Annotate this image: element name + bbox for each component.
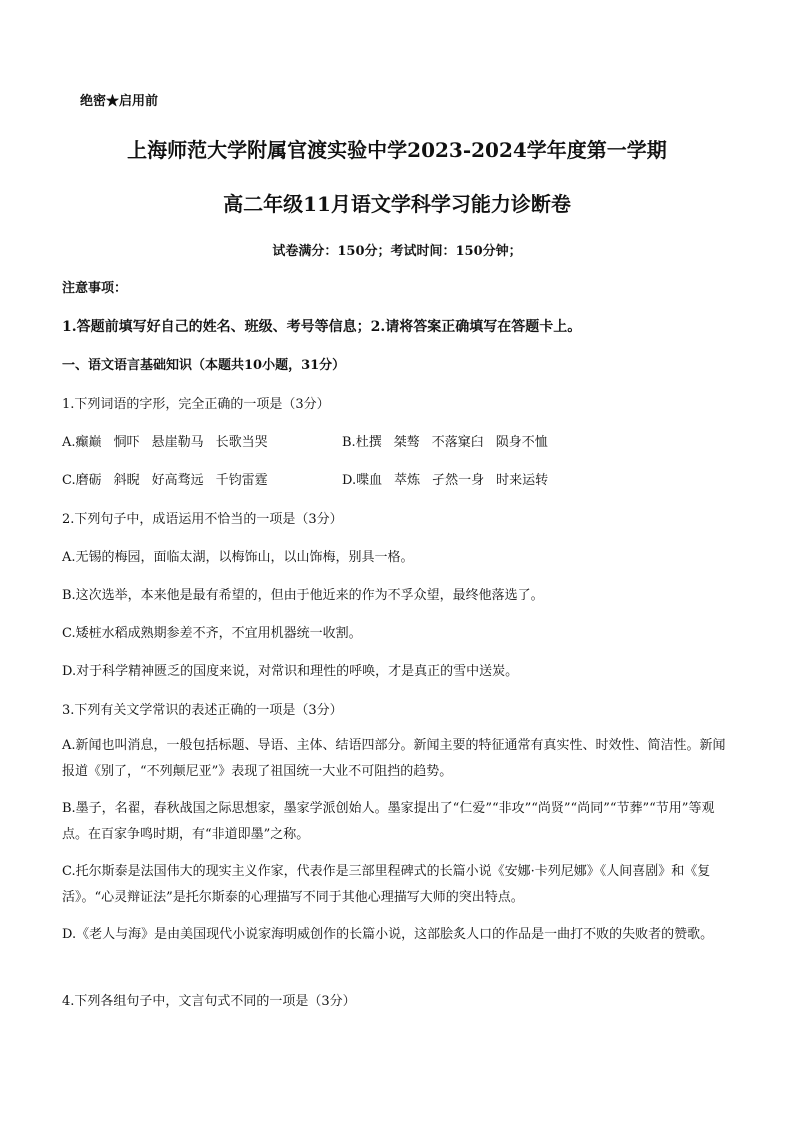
word: 喋血 [356,473,383,488]
exam-info: 试卷满分：150分；考试时间：150分钟； [272,244,522,259]
word: 千钧雷霆 [215,473,268,488]
option-label: D. [342,473,357,488]
q3-option-b: B.墨子，名翟，春秋战国之际思想家，墨家学派创始人。墨家提出了“仁爱”“非攻”“尚贤”“尚同”“节葬”“节用”等观点。在百家争鸣时期，有“非道即墨”之称。 [62,801,715,842]
word: 陨身不恤 [495,435,548,450]
word: 斜睨 [113,473,140,488]
q3-option-d: D.《老人与海》是由美国现代小说家海明威创作的长篇小说，这部脍炙人口的作品是一曲打不败的失败者的赞歌。 [62,927,714,942]
secret-mark: 绝密★启用前 [80,94,159,109]
q2-option-a: A.无锡的梅园，面临太湖，以梅饰山，以山饰梅，别具一格。 [62,550,414,565]
q1-stem: 1.下列词语的字形，完全正确的一项是（3分） [62,397,330,412]
word: 长歌当哭 [215,435,268,450]
document-title-line2: 高二年级11月语文学科学习能力诊断卷 [223,192,571,216]
q1-option-a [62,431,280,450]
option-label: C. [62,473,76,488]
q1-option-b [342,431,560,450]
word: 磨砺 [75,473,102,488]
word: 恫吓 [113,435,140,450]
word: 萃炼 [394,473,421,488]
q1-option-d [342,469,560,488]
q2-option-b: B.这次选举，本来他是最有希望的，但由于他近来的作为不孚众望，最终他落选了。 [62,588,544,603]
section1-heading: 一、语文语言基础知识（本题共10小题，31分） [62,358,346,373]
word: 时来运转 [496,473,549,488]
word: 桀骜 [393,435,420,450]
notes-heading: 注意事项： [62,281,128,296]
q3-option-a: A.新闻也叫消息，一般包括标题、导语、主体、结语四部分。新闻主要的特征通常有真实性、时效性、简洁性。新闻报道《别了，“不列颠尼亚”》表现了祖国统一大业不可阻挡的趋势。 [62,738,726,779]
q2-option-c: C.矮桩水稻成熟期参差不齐，不宜用机器统一收割。 [62,626,362,641]
option-label: B. [342,435,356,450]
q4-stem: 4.下列各组句子中，文言句式不同的一项是（3分） [62,994,356,1009]
word: 孑然一身 [432,473,485,488]
q1-option-c [62,469,280,488]
notes-text: 1.答题前填写好自己的姓名、班级、考号等信息；2.请将答案正确填写在答题卡上。 [62,319,582,335]
word: 杜撰 [355,435,382,450]
word: 癫巅 [75,435,102,450]
q2-option-d: D.对于科学精神匮乏的国度来说，对常识和理性的呼唤，才是真正的雪中送炭。 [62,664,519,679]
option-label: A. [62,435,76,450]
q2-stem: 2.下列句子中，成语运用不恰当的一项是（3分） [62,512,343,527]
document-title-line1: 上海师范大学附属官渡实验中学2023-2024学年度第一学期 [127,138,667,162]
q3-stem: 3.下列有关文学常识的表述正确的一项是（3分） [62,703,343,718]
word: 好高骛远 [151,473,204,488]
word: 不落窠臼 [431,435,484,450]
q3-option-c: C.托尔斯泰是法国伟大的现实主义作家，代表作是三部里程碑式的长篇小说《安娜·卡列尼娜》《人间喜剧》和《复活》。“心灵辩证法”是托尔斯泰的心理描写不同于其他心理描写大师的突出特点。 [62,864,711,905]
word: 悬崖勒马 [151,435,204,450]
